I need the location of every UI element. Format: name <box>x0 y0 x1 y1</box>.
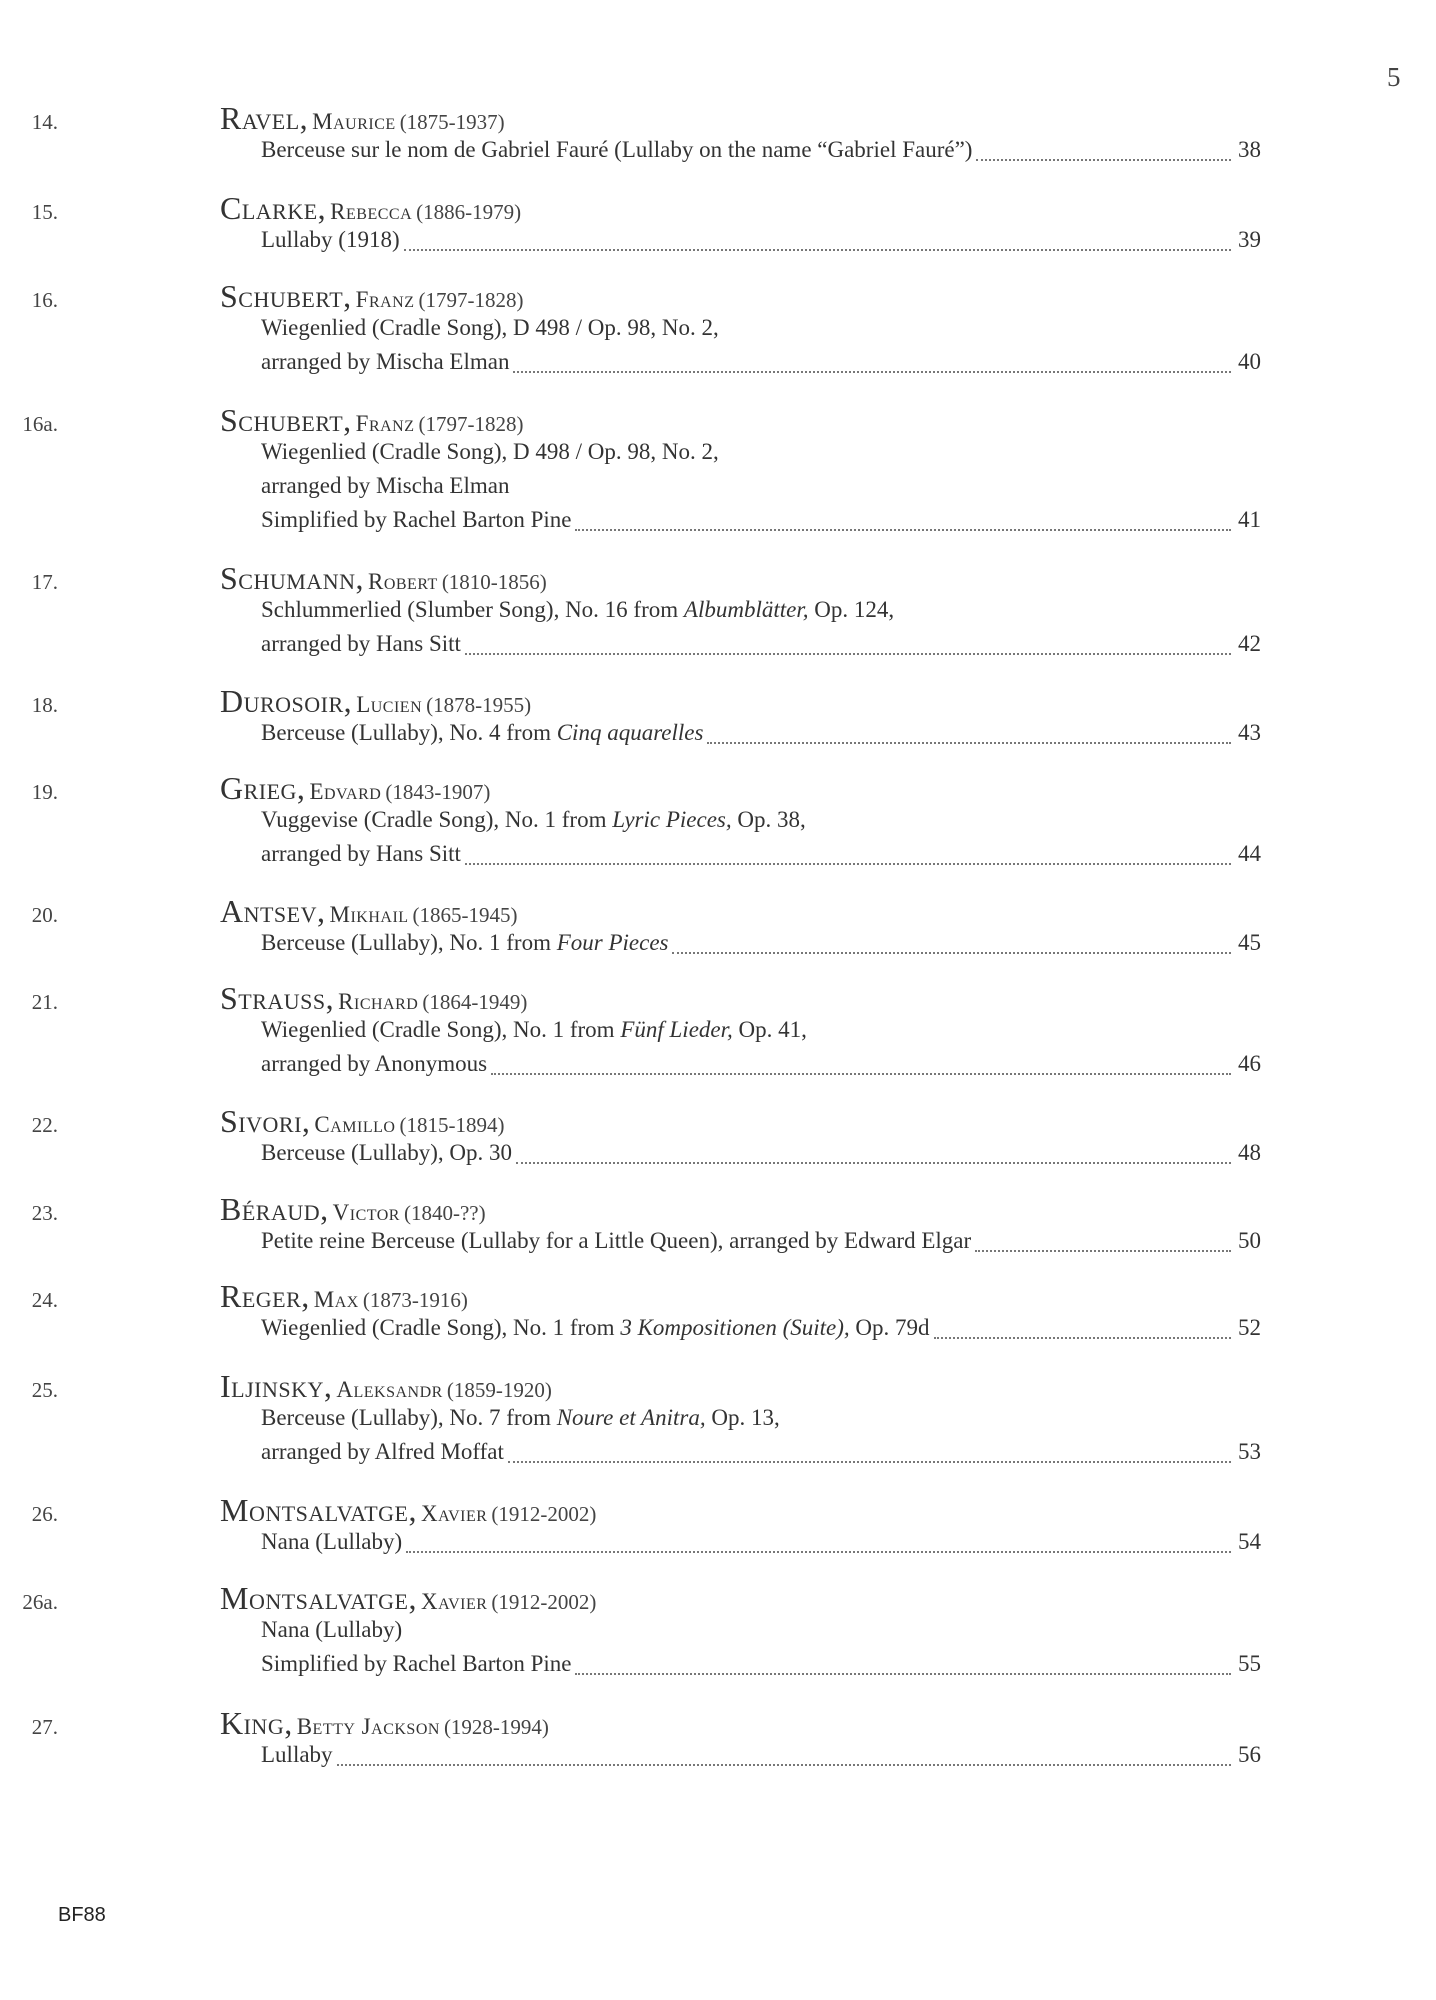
dot-leader <box>516 1161 1231 1164</box>
dot-leader <box>508 1460 1231 1463</box>
composer-surname: King, <box>220 1705 293 1741</box>
toc-entry <box>0 278 1436 387</box>
composer-surname: Durosoir, <box>220 683 353 719</box>
work-title-text: Nana (Lullaby) <box>261 1617 403 1642</box>
page-ref: 55 <box>1238 1651 1261 1676</box>
composer-surname: Béraud, <box>220 1191 329 1227</box>
work-line <box>261 1228 1261 1258</box>
entry-heading <box>0 1103 1300 1143</box>
work-title <box>261 597 894 623</box>
composer-surname: Sivori, <box>220 1103 311 1139</box>
dot-leader <box>575 528 1231 531</box>
work-title <box>261 1742 333 1768</box>
work-title-text: Simplified by Rachel Barton Pine <box>261 507 572 532</box>
work-title-text: arranged by Mischa Elman <box>261 473 510 498</box>
composer-surname: Schubert, <box>220 402 352 438</box>
entry-heading <box>0 1705 1300 1745</box>
work-title <box>261 1405 780 1431</box>
work-title <box>261 1051 487 1077</box>
work-title-italic: Fünf Lieder, <box>620 1017 733 1042</box>
composer-surname: Clarke, <box>220 190 327 226</box>
entry-heading <box>0 100 1300 140</box>
composer-dates: (1840-??) <box>403 1201 486 1225</box>
composer-dates: (1873-1916) <box>362 1288 468 1312</box>
composer-surname: Reger, <box>220 1278 310 1314</box>
work-title <box>261 1228 971 1254</box>
work-title <box>261 349 509 375</box>
composer-name <box>220 1278 468 1315</box>
work-title-italic: Noure et Anitra, <box>556 1405 706 1430</box>
dot-leader <box>975 1249 1231 1252</box>
composer-dates: (1912-2002) <box>491 1590 597 1614</box>
work-title-text: Berceuse (Lullaby), No. 4 from <box>261 720 557 745</box>
entry-number: 17. <box>31 570 58 594</box>
work-title-text: arranged by Mischa Elman <box>261 349 510 374</box>
toc-entry <box>0 1492 1436 1567</box>
work-line <box>261 1529 1261 1559</box>
toc-entry <box>0 190 1436 265</box>
toc-entry <box>0 1191 1436 1266</box>
work-title-text: Berceuse (Lullaby), No. 1 from <box>261 930 557 955</box>
composer-given-name: Xavier <box>420 1501 488 1526</box>
entry-heading <box>0 1368 1300 1408</box>
composer-dates: (1878-1955) <box>426 693 532 717</box>
work-title <box>261 1140 512 1166</box>
work-title <box>261 1017 807 1043</box>
composer-given-name: Xavier <box>420 1589 488 1614</box>
work-title <box>261 930 668 956</box>
work-title-text: Op. 38, <box>731 807 806 832</box>
page-ref: 56 <box>1238 1742 1261 1767</box>
toc-entry <box>0 770 1436 879</box>
dot-leader <box>513 370 1231 373</box>
toc-entry <box>0 1705 1436 1780</box>
page-number: 5 <box>1387 62 1401 92</box>
composer-surname: Montsalvatge, <box>220 1580 417 1616</box>
work-title-italic: 3 Kompositionen (Suite), <box>620 1315 850 1340</box>
page-ref: 43 <box>1238 720 1261 745</box>
composer-dates: (1810-1856) <box>441 570 547 594</box>
entry-number: 26a. <box>22 1590 58 1614</box>
toc-entry <box>0 100 1436 175</box>
work-title <box>261 439 719 465</box>
toc-entry <box>0 683 1436 758</box>
work-title-text: Simplified by Rachel Barton Pine <box>261 1651 572 1676</box>
work-title-text: Berceuse sur le nom de Gabriel Fauré (Lullaby on the name “Gabriel Fauré”) <box>261 137 973 162</box>
composer-name <box>220 100 505 137</box>
composer-given-name: Maurice <box>312 109 396 134</box>
entry-number: 20. <box>31 903 58 927</box>
toc-entry <box>0 1103 1436 1178</box>
toc-entry <box>0 402 1436 545</box>
work-title-italic: Cinq aquarelles <box>556 720 704 745</box>
composer-surname: Grieg, <box>220 770 306 806</box>
entry-heading <box>0 1191 1300 1231</box>
composer-name <box>220 893 518 930</box>
work-title-italic: Albumblätter, <box>683 597 809 622</box>
composer-name <box>220 1492 596 1529</box>
composer-given-name: Camillo <box>314 1112 396 1137</box>
dot-leader <box>406 1550 1231 1553</box>
composer-surname: Montsalvatge, <box>220 1492 417 1528</box>
work-title <box>261 1439 504 1465</box>
dot-leader <box>672 951 1231 954</box>
composer-surname: Schubert, <box>220 278 352 314</box>
page-ref: 45 <box>1238 930 1261 955</box>
work-title-text: arranged by Alfred Moffat <box>261 1439 504 1464</box>
work-line <box>261 349 1261 379</box>
work-title <box>261 720 703 746</box>
entry-heading <box>0 278 1300 318</box>
toc-entry <box>0 893 1436 968</box>
work-line <box>261 227 1261 257</box>
page-ref: 41 <box>1238 507 1261 532</box>
entry-number: 22. <box>31 1113 58 1137</box>
work-line <box>261 507 1261 537</box>
dot-leader <box>707 741 1231 744</box>
work-line <box>261 930 1261 960</box>
composer-dates: (1886-1979) <box>416 200 522 224</box>
toc-entry <box>0 980 1436 1089</box>
entry-heading <box>0 980 1300 1020</box>
work-title <box>261 1651 571 1677</box>
work-line <box>261 1439 1261 1469</box>
work-title-text: Op. 124, <box>808 597 895 622</box>
page-ref: 46 <box>1238 1051 1261 1076</box>
work-line <box>261 1651 1261 1681</box>
composer-surname: Ravel, <box>220 100 309 136</box>
entry-number: 19. <box>31 780 58 804</box>
work-title <box>261 841 461 867</box>
page-ref: 38 <box>1238 137 1261 162</box>
composer-given-name: Rebecca <box>330 199 413 224</box>
work-title <box>261 315 719 341</box>
work-title <box>261 807 806 833</box>
dot-leader <box>337 1763 1231 1766</box>
work-line <box>261 1017 1261 1047</box>
composer-given-name: Mikhail <box>329 902 409 927</box>
entry-number: 24. <box>31 1288 58 1312</box>
composer-name <box>220 560 547 597</box>
composer-dates: (1797-1828) <box>418 412 524 436</box>
composer-surname: Strauss, <box>220 980 335 1016</box>
work-line <box>261 315 1261 345</box>
composer-given-name: Robert <box>367 569 438 594</box>
page-ref: 42 <box>1238 631 1261 656</box>
entry-number: 16. <box>31 288 58 312</box>
toc-entry <box>0 560 1436 669</box>
dot-leader <box>491 1072 1231 1075</box>
work-title-text: Vuggevise (Cradle Song), No. 1 from <box>261 807 613 832</box>
page-ref: 52 <box>1238 1315 1261 1340</box>
dot-leader <box>465 652 1231 655</box>
composer-dates: (1928-1994) <box>443 1715 549 1739</box>
work-title <box>261 1315 930 1341</box>
composer-given-name: Franz <box>355 411 415 436</box>
composer-name <box>220 1705 549 1742</box>
entry-heading <box>0 560 1300 600</box>
entry-number: 14. <box>31 110 58 134</box>
work-title-text: Wiegenlied (Cradle Song), D 498 / Op. 98, No. 2, <box>261 315 719 340</box>
work-title <box>261 1617 402 1643</box>
toc-entry <box>0 1368 1436 1477</box>
work-line <box>261 1617 1261 1647</box>
page-ref: 44 <box>1238 841 1261 866</box>
work-line <box>261 439 1261 469</box>
composer-name <box>220 1191 486 1228</box>
footer-code: BF88 <box>58 1904 106 1926</box>
work-line <box>261 841 1261 871</box>
entry-heading <box>0 190 1300 230</box>
composer-dates: (1797-1828) <box>418 288 524 312</box>
composer-surname: Schumann, <box>220 560 364 596</box>
work-title-text: Petite reine Berceuse (Lullaby for a Little Queen), arranged by Edward Elgar <box>261 1228 972 1253</box>
composer-name <box>220 1103 504 1140</box>
composer-given-name: Edvard <box>309 779 382 804</box>
entry-number: 15. <box>31 200 58 224</box>
work-line <box>261 137 1261 167</box>
composer-dates: (1875-1937) <box>399 110 505 134</box>
page-ref: 40 <box>1238 349 1261 374</box>
entry-number: 27. <box>31 1715 58 1739</box>
composer-dates: (1912-2002) <box>491 1502 597 1526</box>
composer-surname: Iljinsky, <box>220 1368 333 1404</box>
work-title-italic: Four Pieces <box>556 930 669 955</box>
work-line <box>261 1051 1261 1081</box>
composer-given-name: Aleksandr <box>336 1377 443 1402</box>
composer-name <box>220 278 524 315</box>
dot-leader <box>465 862 1231 865</box>
work-title-text: Op. 79d <box>849 1315 930 1340</box>
work-title-text: Op. 13, <box>705 1405 780 1430</box>
toc-entry <box>0 1580 1436 1689</box>
composer-dates: (1843-1907) <box>385 780 491 804</box>
entry-heading <box>0 683 1300 723</box>
page-ref: 50 <box>1238 1228 1261 1253</box>
work-line <box>261 1140 1261 1170</box>
composer-name <box>220 402 524 439</box>
dot-leader <box>575 1672 1231 1675</box>
composer-dates: (1865-1945) <box>412 903 518 927</box>
dot-leader <box>976 158 1231 161</box>
composer-given-name: Victor <box>332 1200 400 1225</box>
entry-number: 21. <box>31 990 58 1014</box>
entry-heading <box>0 1492 1300 1532</box>
work-title <box>261 227 400 253</box>
composer-dates: (1859-1920) <box>446 1378 552 1402</box>
composer-name <box>220 980 527 1017</box>
composer-name <box>220 1368 552 1405</box>
composer-dates: (1815-1894) <box>399 1113 505 1137</box>
dot-leader <box>934 1336 1231 1339</box>
page-ref: 53 <box>1238 1439 1261 1464</box>
work-title-text: arranged by Anonymous <box>261 1051 488 1076</box>
composer-dates: (1864-1949) <box>422 990 528 1014</box>
work-line <box>261 720 1261 750</box>
composer-name <box>220 1580 596 1617</box>
entry-heading <box>0 893 1300 933</box>
work-line <box>261 1742 1261 1772</box>
work-title-italic: Lyric Pieces, <box>612 807 732 832</box>
work-title <box>261 631 461 657</box>
work-title-text: Nana (Lullaby) <box>261 1529 403 1554</box>
composer-name <box>220 190 521 227</box>
composer-given-name: Franz <box>355 287 415 312</box>
work-title-text: Lullaby (1918) <box>261 227 400 252</box>
work-title-text: arranged by Hans Sitt <box>261 631 461 656</box>
entry-number: 16a. <box>22 412 58 436</box>
work-line <box>261 473 1261 503</box>
work-title <box>261 473 509 499</box>
work-title <box>261 1529 402 1555</box>
work-title <box>261 507 571 533</box>
work-title-text: Wiegenlied (Cradle Song), D 498 / Op. 98, No. 2, <box>261 439 719 464</box>
toc-entry <box>0 1278 1436 1353</box>
work-line <box>261 1315 1261 1345</box>
work-line <box>261 597 1261 627</box>
composer-name <box>220 683 531 720</box>
work-title-text: Wiegenlied (Cradle Song), No. 1 from <box>261 1017 621 1042</box>
entry-heading <box>0 1278 1300 1318</box>
entry-heading <box>0 1580 1300 1620</box>
composer-surname: Antsev, <box>220 893 326 929</box>
composer-given-name: Betty Jackson <box>296 1714 440 1739</box>
work-title-text: Wiegenlied (Cradle Song), No. 1 from <box>261 1315 621 1340</box>
work-title <box>261 137 972 163</box>
entry-number: 23. <box>31 1201 58 1225</box>
composer-given-name: Lucien <box>356 692 423 717</box>
work-line <box>261 631 1261 661</box>
page-ref: 54 <box>1238 1529 1261 1554</box>
dot-leader <box>404 248 1231 251</box>
entry-heading <box>0 402 1300 442</box>
work-title-text: Lullaby <box>261 1742 333 1767</box>
composer-given-name: Max <box>313 1287 359 1312</box>
work-title-text: Berceuse (Lullaby), Op. 30 <box>261 1140 513 1165</box>
work-line <box>261 807 1261 837</box>
work-title-text: arranged by Hans Sitt <box>261 841 461 866</box>
composer-name <box>220 770 490 807</box>
work-title-text: Schlummerlied (Slumber Song), No. 16 from <box>261 597 684 622</box>
work-line <box>261 1405 1261 1435</box>
entry-number: 26. <box>31 1502 58 1526</box>
entry-heading <box>0 770 1300 810</box>
work-title-text: Op. 41, <box>732 1017 807 1042</box>
composer-given-name: Richard <box>338 989 419 1014</box>
work-title-text: Berceuse (Lullaby), No. 7 from <box>261 1405 557 1430</box>
page-ref: 48 <box>1238 1140 1261 1165</box>
entry-number: 25. <box>31 1378 58 1402</box>
entry-number: 18. <box>31 693 58 717</box>
page-ref: 39 <box>1238 227 1261 252</box>
